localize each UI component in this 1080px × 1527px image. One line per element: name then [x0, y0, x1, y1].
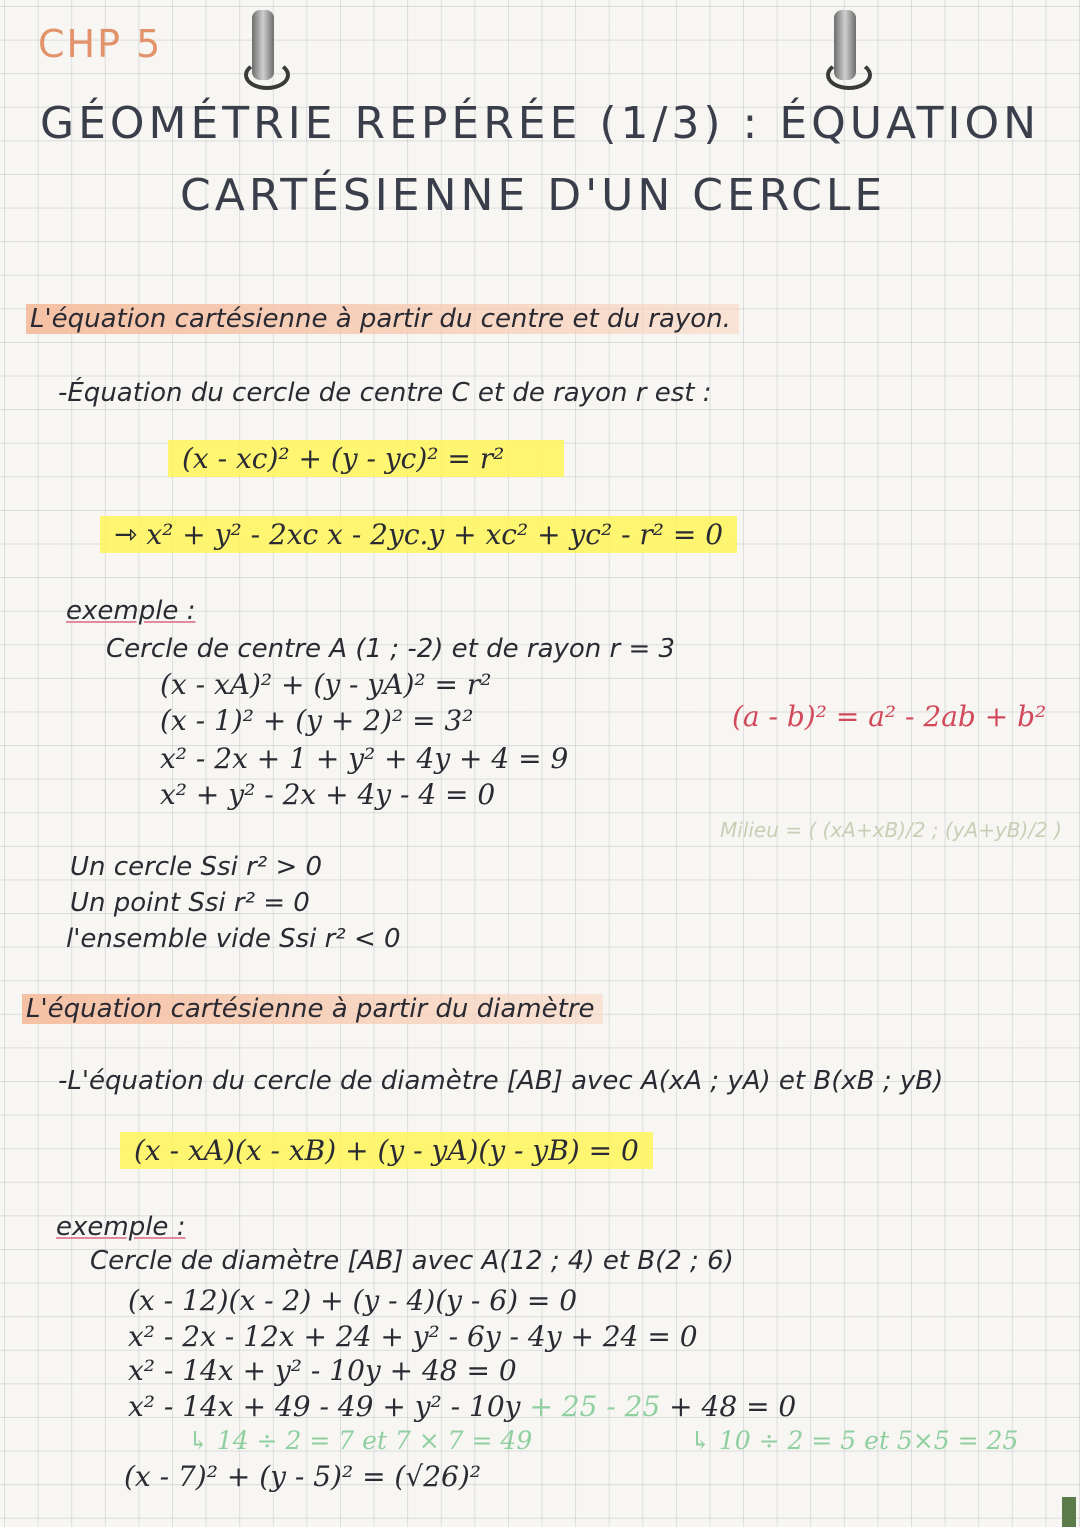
- example1-line-3: (x - 1)² + (y + 2)² = 3²: [160, 704, 474, 737]
- binder-ring-right: [834, 10, 856, 80]
- example2-line-2: (x - 12)(x - 2) + (y - 4)(y - 6) = 0: [128, 1284, 578, 1317]
- formula-diametre: (x - xA)(x - xB) + (y - yA)(y - yB) = 0: [120, 1132, 653, 1169]
- note-y-square: ↳ 10 ÷ 2 = 5 et 5×5 = 25: [690, 1426, 1019, 1455]
- example2-line-4: x² - 14x + y² - 10y + 48 = 0: [128, 1354, 517, 1387]
- example1-line-4: x² - 2x + 1 + y² + 4y + 4 = 9: [160, 742, 569, 775]
- example2-line-1: Cercle de diamètre [AB] avec A(12 ; 4) et B(2 ; 6): [90, 1246, 734, 1276]
- example-label-1: exemple :: [66, 596, 196, 626]
- final-equation: (x - 7)² + (y - 5)² = (√26)²: [124, 1460, 481, 1493]
- condition-point: Un point Ssi r² = 0: [70, 888, 310, 918]
- example1-line-1: Cercle de centre A (1 ; -2) et de rayon r = 3: [106, 634, 676, 664]
- completing-square-green: + 25 - 25: [520, 1390, 661, 1423]
- section-heading-diametre: L'équation cartésienne à partir du diamètre: [22, 994, 603, 1024]
- completing-square-main: x² - 14x + 49 - 49 + y² - 10y: [128, 1390, 521, 1423]
- note-x-square: ↳ 14 ÷ 2 = 7 et 7 × 7 = 49: [188, 1426, 533, 1455]
- condition-cercle: Un cercle Ssi r² > 0: [70, 852, 323, 882]
- example2-line-3: x² - 2x - 12x + 24 + y² - 6y - 4y + 24 = 0: [128, 1320, 698, 1353]
- formula-expanded: ⇾ x² + y² - 2xc x - 2yc.y + xc² + yc² - r² = 0: [100, 516, 737, 553]
- milieu-note: Milieu = ( (xA+xB)/2 ; (yA+yB)/2 ): [720, 818, 1062, 842]
- example-label-2: exemple :: [56, 1212, 186, 1242]
- example1-line-5: x² + y² - 2x + 4y - 4 = 0: [160, 778, 496, 811]
- section-heading-centre-rayon: L'équation cartésienne à partir du centre et du rayon.: [26, 304, 739, 334]
- page-title-line-2: CARTÉSIENNE D'UN CERCLE: [180, 170, 887, 221]
- section1-intro: -Équation du cercle de centre C et de rayon r est :: [58, 378, 712, 408]
- binder-ring-left: [252, 10, 274, 80]
- condition-vide: l'ensemble vide Ssi r² < 0: [66, 924, 401, 954]
- binder-clip: [1062, 1497, 1076, 1527]
- example1-line-2: (x - xA)² + (y - yA)² = r²: [160, 668, 492, 701]
- section2-intro: -L'équation du cercle de diamètre [AB] avec A(xA ; yA) et B(xB ; yB): [58, 1066, 944, 1096]
- example2-completing-square: [128, 1390, 796, 1423]
- formula-centre-rayon: (x - xc)² + (y - yc)² = r²: [168, 440, 564, 477]
- page-title-line-1: GÉOMÉTRIE REPÉRÉE (1/3) : ÉQUATION: [40, 98, 1041, 149]
- identity-note: (a - b)² = a² - 2ab + b²: [732, 700, 1047, 733]
- chapter-label: CHP 5: [38, 22, 163, 66]
- completing-square-end: + 48 = 0: [660, 1390, 797, 1423]
